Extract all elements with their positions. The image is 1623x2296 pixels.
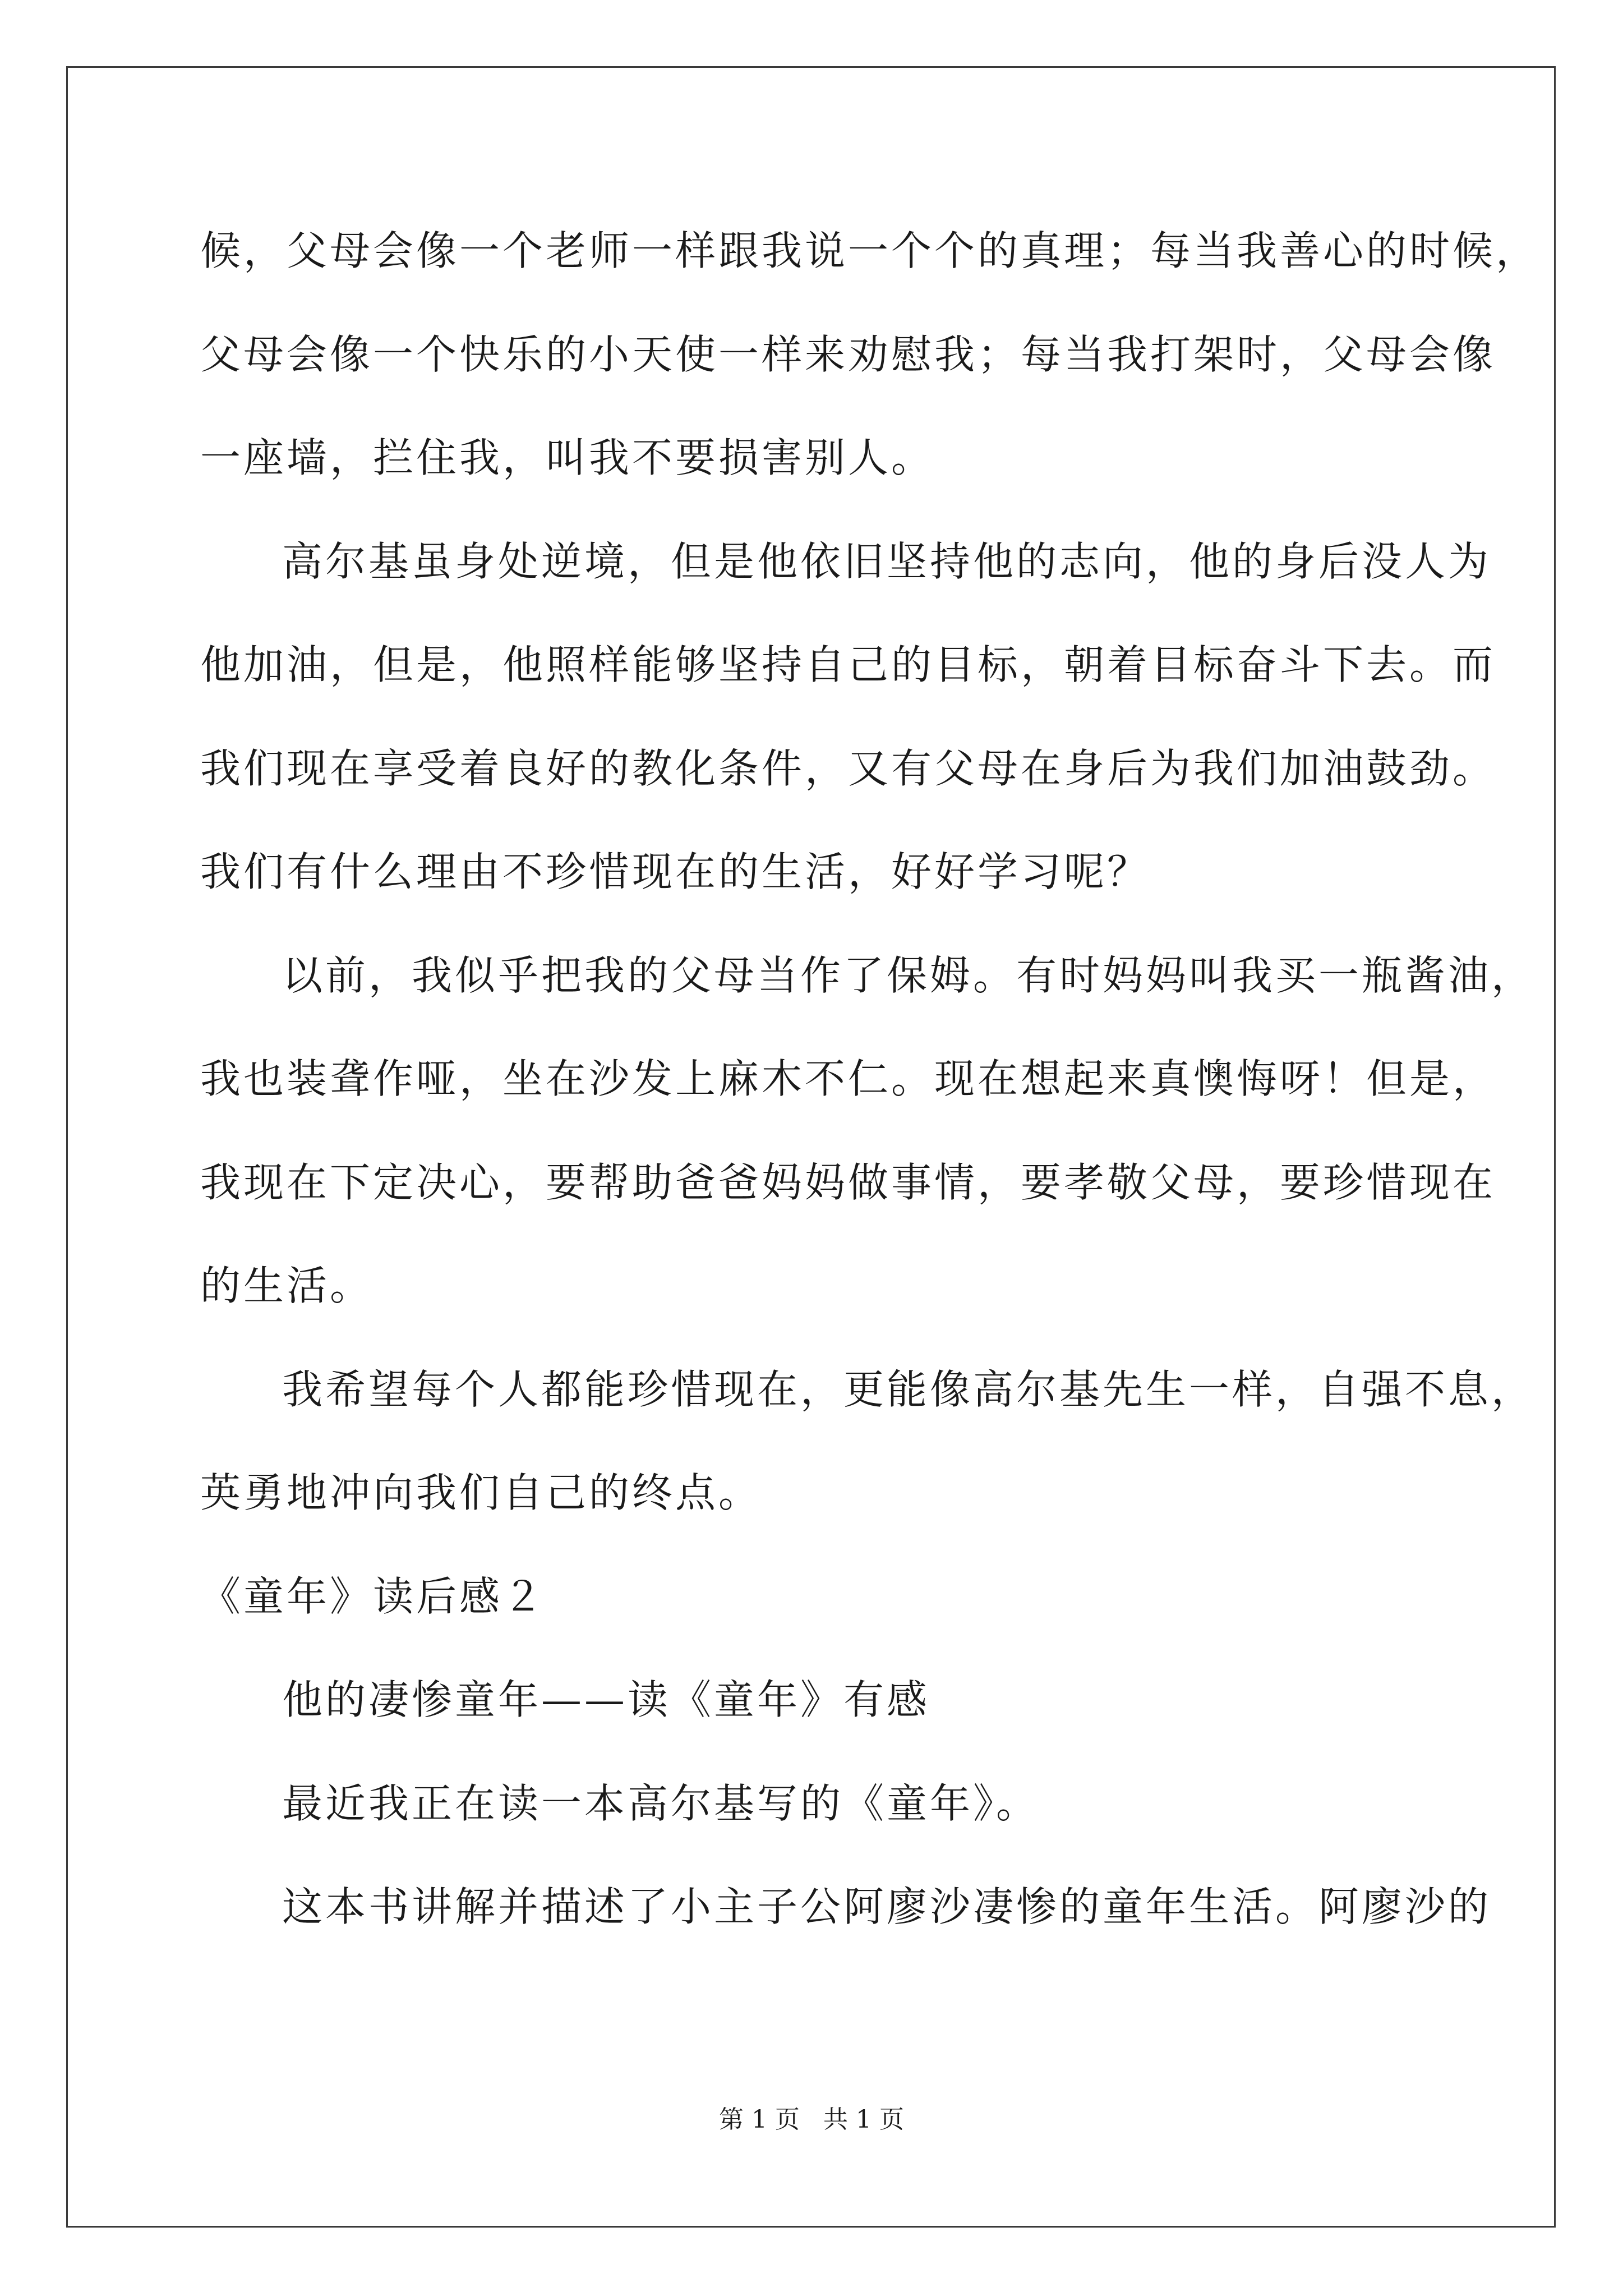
body-line: 我现在下定决心，要帮助爸爸妈妈做事情，要孝敬父母，要珍惜现在 — [200, 1159, 1496, 1206]
body-line: 英勇地冲向我们自己的终点。 — [200, 1469, 762, 1516]
paragraph-start-line: 以前，我似乎把我的父母当作了保姆。有时妈妈叫我买一瓶酱油， — [282, 952, 1535, 999]
paragraph-start-line: 我希望每个人都能珍惜现在，更能像高尔基先生一样，自强不息， — [282, 1366, 1535, 1413]
body-line: 一座墙，拦住我，叫我不要损害别人。 — [200, 434, 935, 481]
section-heading: 《童年》读后感２ — [200, 1573, 546, 1620]
body-line: 我们现在享受着良好的教化条件，又有父母在身后为我们加油鼓劲。 — [200, 745, 1496, 792]
page-number: 第 1 页 — [719, 2105, 800, 2134]
body-line: 他加油，但是，他照样能够坚持自己的目标，朝着目标奋斗下去。而 — [200, 641, 1496, 688]
page-total: 共 1 页 — [823, 2105, 904, 2134]
page-footer — [0, 2099, 1623, 2135]
article-subtitle: 他的凄惨童年——读《童年》有感 — [282, 1676, 930, 1723]
paragraph-start-line: 这本书讲解并描述了小主子公阿廖沙凄惨的童年生活。阿廖沙的 — [282, 1883, 1492, 1930]
paragraph-start-line: 高尔基虽身处逆境，但是他依旧坚持他的志向，他的身后没人为 — [282, 538, 1492, 585]
body-line: 候，父母会像一个老师一样跟我说一个个的真理；每当我善心的时候， — [200, 227, 1539, 274]
body-line: 的生活。 — [200, 1262, 374, 1309]
paragraph-start-line: 最近我正在读一本高尔基写的《童年》。 — [282, 1780, 1040, 1827]
body-line: 我们有什么理由不珍惜现在的生活，好好学习呢？ — [200, 848, 1151, 895]
body-line: 父母会像一个快乐的小天使一样来劝慰我；每当我打架时，父母会像 — [200, 331, 1496, 378]
body-line: 我也装聋作哑，坐在沙发上麻木不仁。现在想起来真懊悔呀！但是， — [200, 1055, 1496, 1102]
